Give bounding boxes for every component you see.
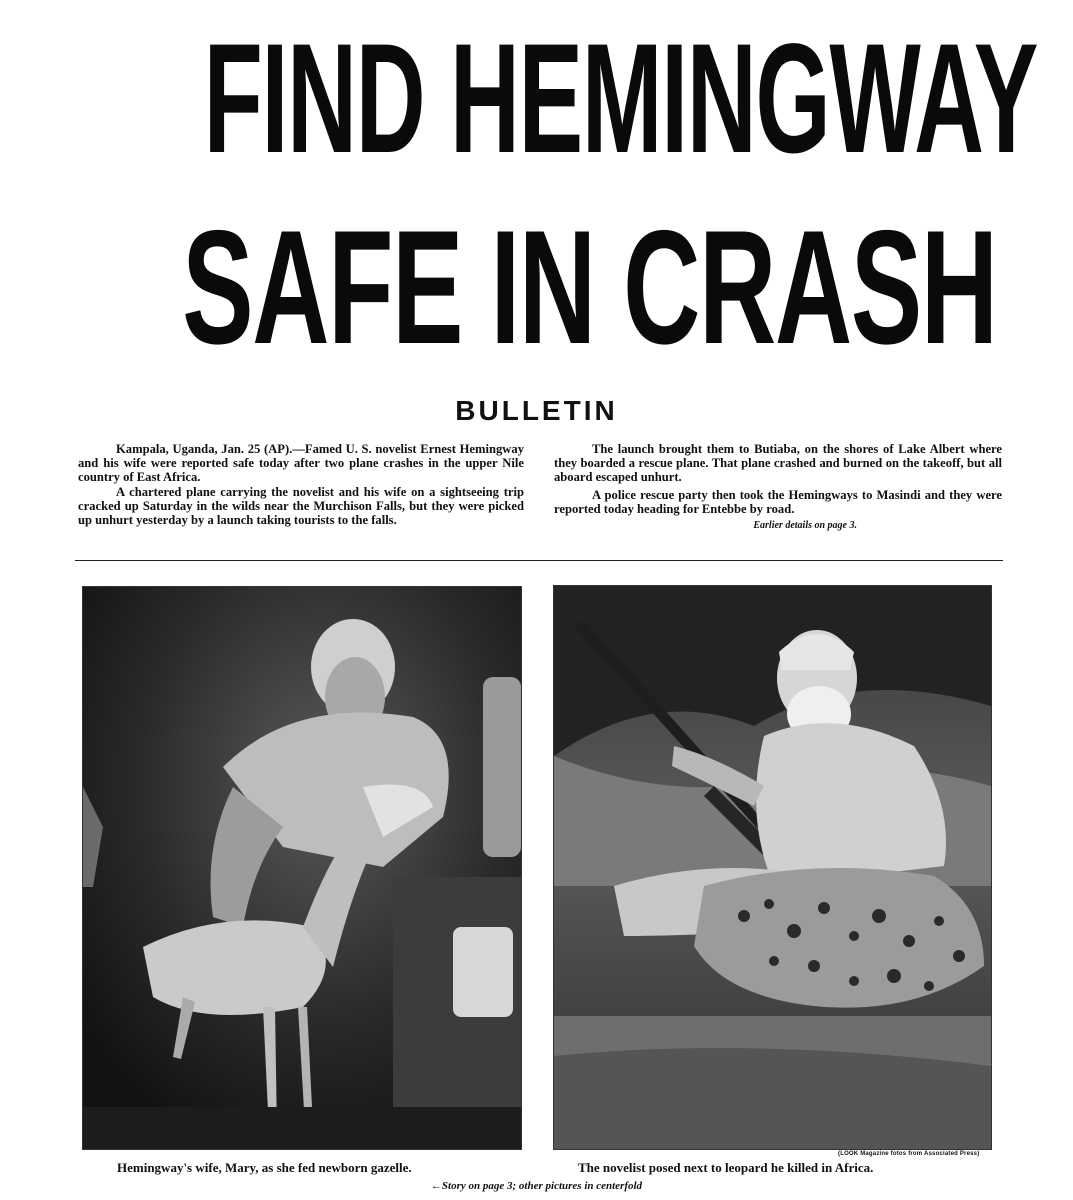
bulletin-title: BULLETIN — [455, 395, 618, 426]
headline-line-1: FIND HEMINGWAY — [203, 12, 1038, 186]
bulletin-paragraph: Kampala, Uganda, Jan. 25 (AP).—Famed U. S. novelist Ernest Hemingway and his wife were reported safe today after two plane crashes in the upper Nile country of East Africa. — [78, 442, 524, 485]
section-divider — [75, 560, 1003, 561]
bulletin-paragraph: A police rescue party then took the Hemingways to Masindi and they were reported today heading for Entebbe by road. — [554, 487, 1002, 516]
photo-mary-gazelle — [82, 586, 522, 1150]
bulletin-column-right — [554, 442, 1002, 533]
caption-left: Hemingway's wife, Mary, as she fed newborn gazelle. — [117, 1160, 412, 1175]
bulletin-column-left — [78, 442, 524, 527]
bulletin-paragraph: The launch brought them to Butiaba, on the shores of Lake Albert where they boarded a rescue plane. That plane crashed and burned on the takeoff, but all aboard escaped unhurt. — [554, 442, 1002, 485]
caption-right: The novelist posed next to leopard he killed in Africa. — [578, 1160, 874, 1175]
photo-credit: (LOOK Magazine fotos from Associated Press) — [838, 1151, 980, 1157]
earlier-details-link: Earlier details on page 3. — [753, 520, 857, 532]
story-reference: ←Story on page 3; other pictures in centerfold — [430, 1180, 643, 1192]
headline-line-2: SAFE IN CRASH — [182, 197, 997, 378]
photo-hemingway-leopard — [553, 585, 992, 1150]
bulletin-paragraph: A chartered plane carrying the novelist and his wife on a sightseeing trip cracked up Saturday in the wilds near the Murchison Falls, but they were picked up unhurt yesterday by a launch taking tourists to the falls. — [78, 484, 524, 528]
